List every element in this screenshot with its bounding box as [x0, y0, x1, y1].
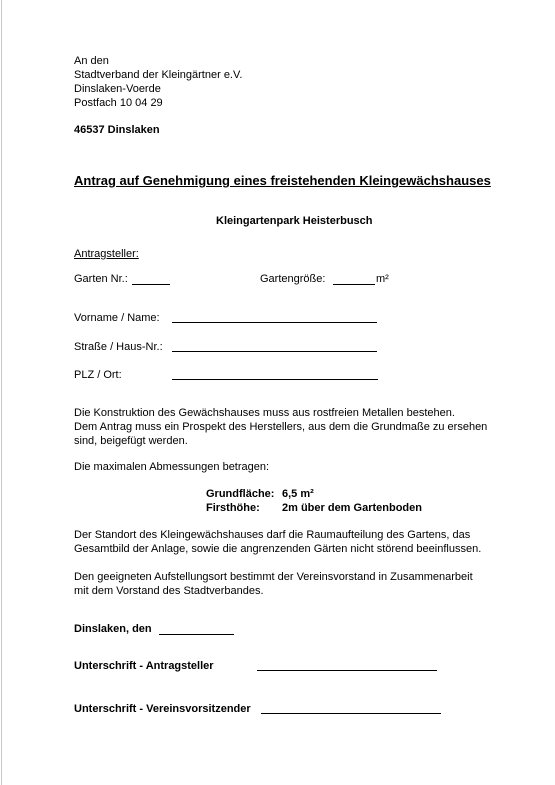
city-field[interactable]: [172, 379, 378, 380]
place-date-label: Dinslaken, den: [74, 623, 152, 635]
applicant-heading: Antragsteller:: [74, 248, 139, 260]
area-label: Grundfläche:: [206, 488, 275, 500]
area-value: 6,5 m²: [282, 488, 314, 500]
name-field[interactable]: [172, 322, 377, 323]
garden-size-label: Gartengröße:: [260, 273, 326, 285]
address-line-4: Postfach 10 04 29: [74, 97, 163, 109]
garden-size-unit: m²: [376, 273, 389, 285]
street-field[interactable]: [172, 351, 377, 352]
dimensions-intro: Die maximalen Abmessungen betragen:: [74, 461, 270, 473]
garden-no-label: Garten Nr.:: [74, 273, 128, 285]
body-paragraph-1-line-2: Dem Antrag muss ein Prospekt des Herstellers, aus dem die Grundmaße zu ersehen: [74, 421, 488, 433]
body-paragraph-3-line-1: Den geeigneten Aufstellungsort bestimmt der Vereinsvorstand in Zusammenarbeit: [74, 571, 473, 583]
page-edge: [1, 0, 2, 785]
street-label: Straße / Haus-Nr.:: [74, 341, 163, 353]
body-paragraph-2-line-2: Gesamtbild der Anlage, sowie die angrenzenden Gärten nicht störend beeinflussen.: [74, 543, 482, 555]
body-paragraph-1-line-3: sind, beigefügt werden.: [74, 435, 188, 447]
document-subtitle: Kleingartenpark Heisterbusch: [216, 215, 373, 227]
document-title: Antrag auf Genehmigung eines freistehenden Kleingewächshauses: [74, 173, 491, 188]
date-field[interactable]: [159, 634, 234, 635]
city-label: PLZ / Ort:: [74, 369, 122, 381]
name-label: Vorname / Name:: [74, 312, 160, 324]
body-paragraph-1-line-1: Die Konstruktion des Gewächshauses muss aus rostfreien Metallen bestehen.: [74, 407, 455, 419]
address-line-1: An den: [74, 55, 109, 67]
chair-signature-field[interactable]: [261, 713, 441, 714]
garden-size-field[interactable]: [333, 284, 375, 285]
height-label: Firsthöhe:: [206, 502, 260, 514]
address-city: 46537 Dinslaken: [74, 124, 160, 136]
garden-no-field[interactable]: [132, 284, 170, 285]
address-line-3: Dinslaken-Voerde: [74, 83, 161, 95]
applicant-signature-field[interactable]: [257, 670, 437, 671]
body-paragraph-2-line-1: Der Standort des Kleingewächshauses darf die Raumaufteilung des Gartens, das: [74, 529, 471, 541]
applicant-signature-label: Unterschrift - Antragsteller: [74, 660, 214, 672]
height-value: 2m über dem Gartenboden: [282, 502, 422, 514]
body-paragraph-3-line-2: mit dem Vorstand des Stadtverbandes.: [74, 585, 264, 597]
chair-signature-label: Unterschrift - Vereinsvorsitzender: [74, 703, 251, 715]
address-line-2: Stadtverband der Kleingärtner e.V.: [74, 69, 243, 81]
